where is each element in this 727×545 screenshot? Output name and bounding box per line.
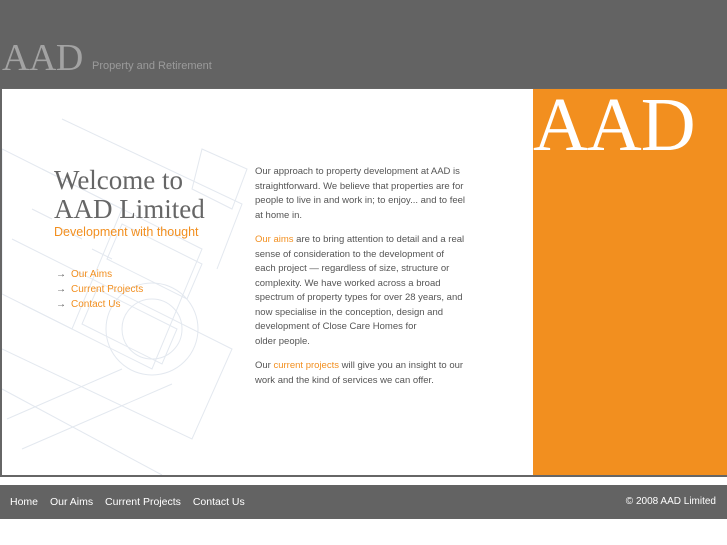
- footer-link-our-aims[interactable]: Our Aims: [49, 496, 94, 508]
- side-nav-label[interactable]: Contact Us: [71, 299, 121, 310]
- current-projects-link[interactable]: current projects: [273, 360, 339, 371]
- page-subtitle: Development with thought: [54, 225, 199, 239]
- side-nav-item-contact-us[interactable]: [56, 297, 143, 312]
- side-nav-item-current-projects[interactable]: [56, 282, 143, 297]
- paragraph-text: older people.: [255, 335, 310, 347]
- orange-brand-panel: [533, 89, 727, 475]
- header: [0, 0, 727, 88]
- footer-link-home[interactable]: Home: [10, 496, 39, 508]
- title-line-2: AAD Limited: [54, 194, 205, 224]
- our-aims-link[interactable]: Our aims: [255, 234, 294, 245]
- copyright-notice: © 2008 AAD Limited: [625, 496, 716, 507]
- footer: [0, 485, 727, 519]
- paragraph-text: are to bring attention to detail and a real sense of consideration to the development of each project — regardless of size, structure or complexity. We have worked across a broad spectrum of property types for over 28 years, and now specialise in the conception, design and development of Close Care Homes for: [255, 234, 465, 332]
- side-nav-label[interactable]: Our Aims: [71, 269, 113, 280]
- main-frame: [0, 88, 727, 477]
- arrow-right-icon: →: [56, 299, 66, 310]
- title-line-1: Welcome to: [54, 165, 184, 195]
- content-panel: [2, 89, 533, 475]
- side-nav: [56, 267, 143, 312]
- intro-paragraph-1: Our approach to property development at AAD is straightforward. We believe that properties are for people to live in and work in; to enjoy... and to feel at home in.: [255, 166, 466, 221]
- footer-nav: [10, 496, 254, 508]
- side-nav-label[interactable]: Current Projects: [71, 284, 144, 295]
- brand-logo[interactable]: AAD: [2, 37, 83, 79]
- paragraph-text: will give you an insight to our work and the kind of services we can offer.: [255, 360, 464, 386]
- large-logo: AAD: [533, 89, 695, 167]
- brand-tagline: Property and Retirement: [92, 60, 212, 72]
- intro-text: [255, 165, 465, 398]
- page-title: [54, 166, 205, 224]
- footer-link-contact-us[interactable]: Contact Us: [192, 496, 245, 508]
- footer-link-current-projects[interactable]: Current Projects: [105, 496, 181, 508]
- arrow-right-icon: →: [56, 269, 66, 280]
- intro-paragraph-2: [255, 233, 465, 349]
- paragraph-text: Our: [255, 360, 274, 371]
- intro-paragraph-3: [255, 359, 465, 388]
- arrow-right-icon: →: [56, 284, 66, 295]
- side-nav-item-our-aims[interactable]: [56, 267, 143, 282]
